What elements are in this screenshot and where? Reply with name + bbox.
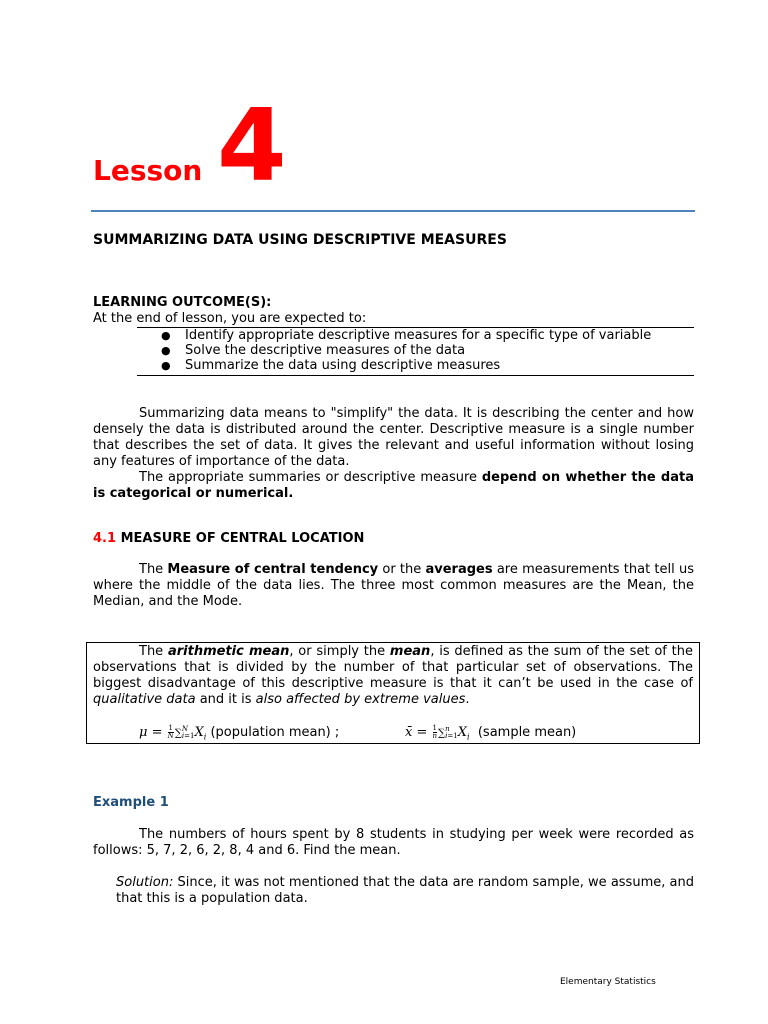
outcome-text: Solve the descriptive measures of the data [185, 343, 466, 358]
outcome-text: Identify appropriate descriptive measures for a specific type of variable [185, 328, 652, 343]
solution-label: Solution: [116, 875, 174, 890]
outcomes-intro: At the end of lesson, you are expected to: [93, 311, 367, 326]
bullet-icon: ● [161, 344, 171, 357]
title-divider [91, 210, 695, 212]
example-heading: Example 1 [93, 795, 169, 810]
intro-paragraph-2: The appropriate summaries or descriptive measure depend on whether the data is categorical or numerical. [93, 470, 694, 501]
page-footer: Elementary Statistics [560, 977, 656, 987]
section-heading: 4.1 MEASURE OF CENTRAL LOCATION [93, 531, 365, 546]
section-paragraph: The Measure of central tendency or the averages are measurements that tell us where the middle of the data lies. The three most common measures are the Mean, the Median, and the Mode. [93, 562, 695, 609]
population-mean-formula: μ = $\frac{1}{N}$ ∑ N i=1 $X_i$ (population mean) ; [139, 724, 340, 742]
outcomes-list [137, 327, 694, 376]
population-mean-label: (population mean) ; [210, 725, 340, 740]
page-title: SUMMARIZING DATA USING DESCRIPTIVE MEASURES [93, 232, 507, 248]
sample-mean-label: (sample mean) [477, 725, 577, 740]
bullet-icon: ● [161, 359, 171, 372]
definition-text: The arithmetic mean, or simply the mean, is defined as the sum of the set of the observations that is divided by the number of that particular set of observations. The biggest disadvantage of this descriptive measure is that it can’t be used in the case of qualitative data and it is also affected by extreme values. [93, 644, 693, 707]
intro-paragraph-1: Summarizing data means to "simplify" the data. It is describing the center and how densely the data is distributed around the center. Descriptive measure is a single number that describes the set of data. It gives the relevant and useful information without losing any features of importance of the data. [93, 406, 694, 469]
lesson-label: Lesson [93, 154, 203, 187]
example-solution: Solution: Since, it was not mentioned that the data are random sample, we assume, and that this is a population data. [116, 875, 694, 906]
outcomes-heading: LEARNING OUTCOME(S): [93, 295, 272, 310]
bullet-icon: ● [161, 329, 171, 342]
sample-mean-formula: x̄ = $\frac{1}{n}$ ∑ n i=1 $X_i$ (sample mean) [405, 724, 577, 742]
definition-box [86, 642, 700, 744]
intro-paragraphs [93, 406, 694, 502]
example-problem: The numbers of hours spent by 8 students in studying per week were recorded as follows: 5, 7, 2, 6, 2, 8, 4 and 6. Find the mean. [93, 827, 694, 858]
outcome-text: Summarize the data using descriptive measures [185, 358, 501, 373]
lesson-number: 4 [217, 87, 287, 204]
